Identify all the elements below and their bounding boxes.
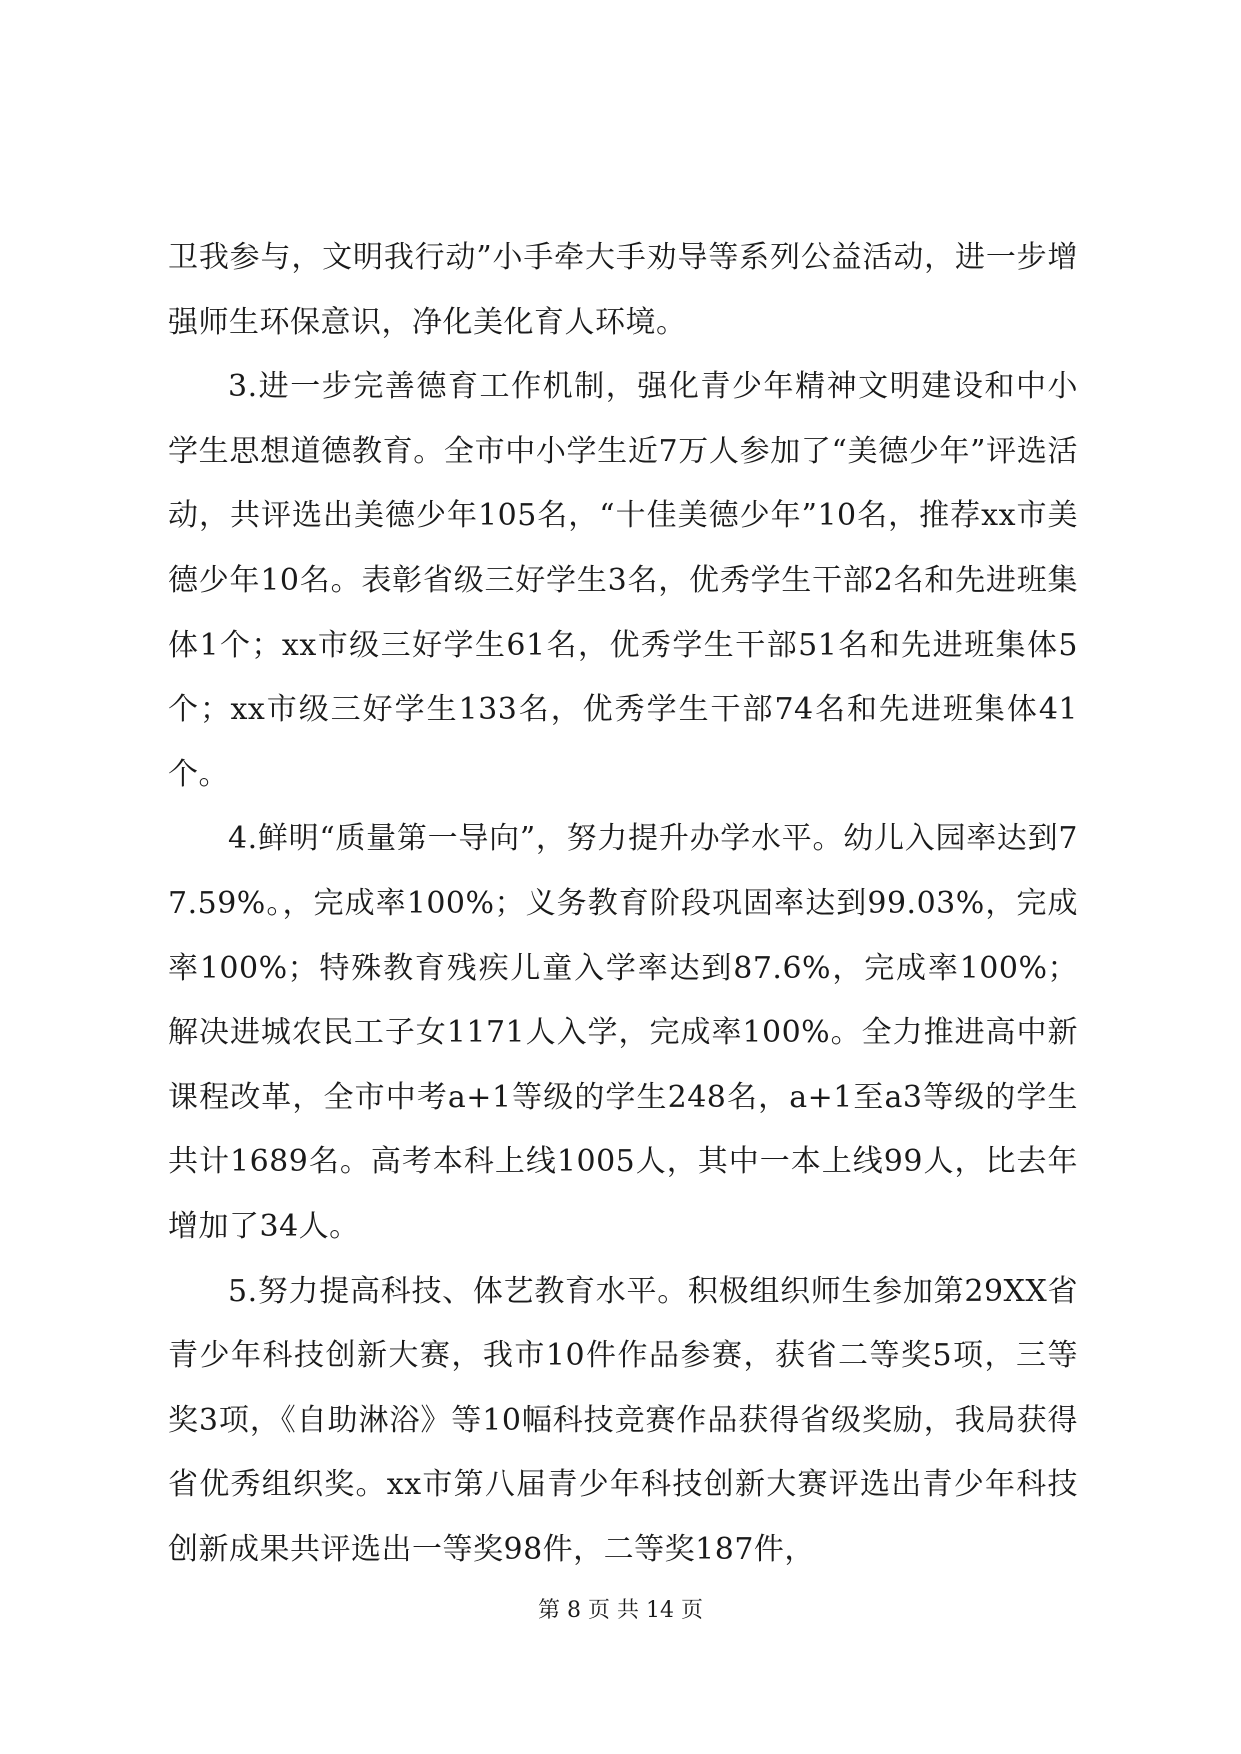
paragraph-3: 4.鲜明“质量第一导向”，努力提升办学水平。幼儿入园率达到77.59%。，完成率100%；义务教育阶段巩固率达到99.03%，完成率100%；特殊教育残疾儿童入学率达到87.6%，完成率100%；解决进城农民工子女1171人入学，完成率100%。全力推进高中新课程改革，全市中考a+1等级的学生248名，a+1至a3等级的学生共计1689名。高考本科上线1005人，其中一本上线99人，比去年增加了34人。 <box>168 821 1078 1244</box>
paragraph-1: 卫我参与，文明我行动”小手牵大手劝导等系列公益活动，进一步增强师生环保意识，净化美化育人环境。 <box>168 240 1078 340</box>
page-number-footer: 第 8 页 共 14 页 <box>538 1598 703 1623</box>
document-body <box>168 226 1078 1582</box>
paragraph-2: 3.进一步完善德育工作机制，强化青少年精神文明建设和中小学生思想道德教育。全市中小学生近7万人参加了“美德少年”评选活动，共评选出美德少年105名，“十佳美德少年”10名，推荐xx市美德少年10名。表彰省级三好学生3名，优秀学生干部2名和先进班集体1个；xx市级三好学生61名，优秀学生干部51名和先进班集体5个；xx市级三好学生133名，优秀学生干部74名和先进班集体41个。 <box>168 369 1078 792</box>
paragraph-4: 5.努力提高科技、体艺教育水平。积极组织师生参加第29XX省青少年科技创新大赛，我市10件作品参赛，获省二等奖5项，三等奖3项，《自助淋浴》等10幅科技竞赛作品获得省级奖励，我局获得省优秀组织奖。xx市第八届青少年科技创新大赛评选出青少年科技创新成果共评选出一等奖98件，二等奖187件， <box>168 1273 1078 1567</box>
